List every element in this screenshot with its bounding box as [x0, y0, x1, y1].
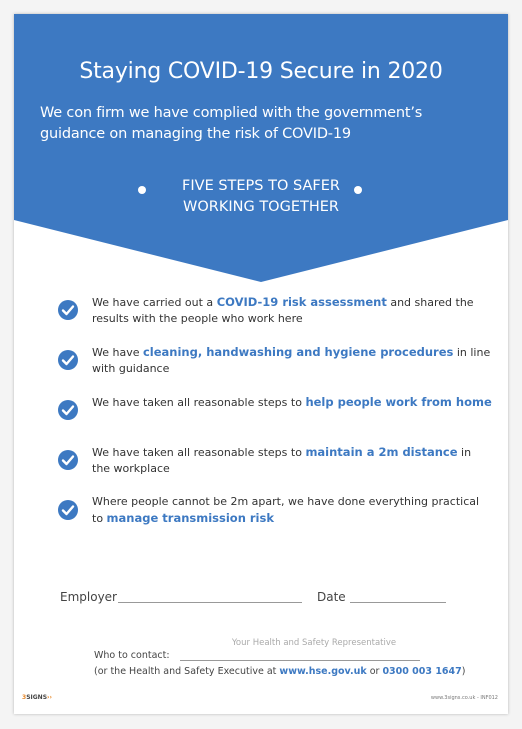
step-list [58, 294, 492, 544]
hse-info: (or the Health and Safety Executive at www.hse.gov.uk or 0300 003 1647) [94, 666, 466, 677]
reference-code: www.3signs.co.uk - INF012 [430, 695, 498, 701]
date-field[interactable] [350, 602, 446, 603]
list-item-text: We have taken all reasonable steps to help people work from home [92, 395, 492, 409]
page-title: Staying COVID-19 Secure in 2020 [79, 59, 443, 84]
steps-heading-line2: WORKING TOGETHER [183, 199, 339, 215]
list-item [58, 444, 488, 492]
employer-label: Employer [60, 590, 117, 604]
checkmark-icon [58, 400, 78, 420]
list-item-text: We have carried out a COVID-19 risk assessment and shared the results with the people who work here [92, 295, 474, 325]
signature-section [60, 590, 480, 610]
date-label: Date [317, 590, 346, 604]
poster [14, 14, 508, 714]
contact-label: Who to contact: [94, 650, 170, 661]
list-item-text: Where people cannot be 2m apart, we have done everything practical to manage transmission risk [92, 495, 480, 525]
checkmark-icon [58, 500, 78, 520]
brand-logo: 3SIGNS›› [22, 694, 52, 701]
steps-heading [14, 176, 508, 218]
list-item [58, 294, 488, 342]
list-item [58, 344, 491, 392]
contact-section [94, 638, 504, 661]
hse-phone[interactable]: 0300 003 1647 [382, 666, 462, 677]
list-item [58, 494, 488, 542]
checkmark-icon [58, 300, 78, 320]
checkmark-icon [58, 350, 78, 370]
checkmark-icon [58, 450, 78, 470]
list-item [58, 394, 492, 442]
representative-placeholder: Your Health and Safety Representative [231, 638, 397, 648]
hse-link[interactable]: www.hse.gov.uk [279, 666, 367, 677]
header-banner [14, 14, 508, 282]
banner-shape [14, 14, 508, 282]
steps-heading-line1: FIVE STEPS TO SAFER [182, 178, 340, 194]
contact-field[interactable] [180, 660, 420, 661]
list-item-text: We have cleaning, handwashing and hygiene procedures in line with guidance [92, 345, 491, 375]
employer-field[interactable] [118, 602, 302, 603]
page-subtitle: We con firm we have complied with the government’s guidance on managing the risk of COVID-19 [40, 105, 423, 142]
list-item-text: We have taken all reasonable steps to maintain a 2m distance in the workplace [92, 445, 472, 475]
